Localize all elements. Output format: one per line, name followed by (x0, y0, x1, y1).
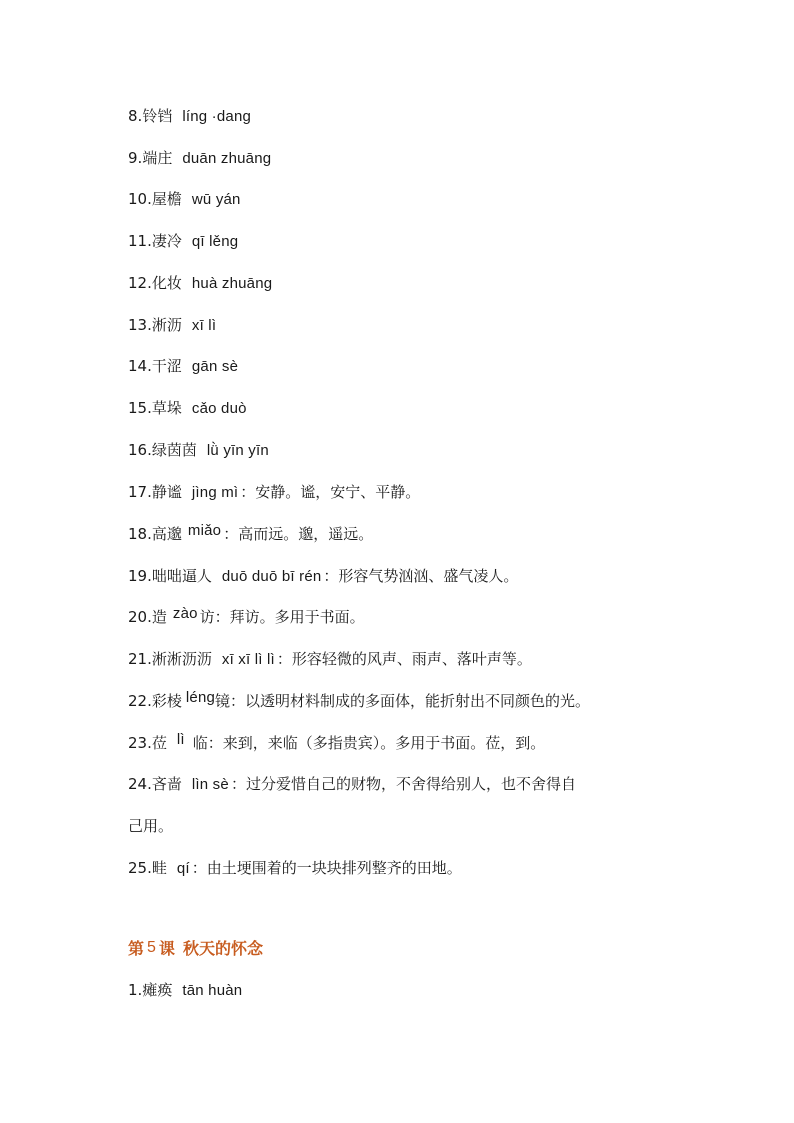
vocab-entry-14 (128, 356, 688, 377)
entry-word: 化妆 (151, 274, 182, 292)
entry-word: 畦 (151, 859, 167, 877)
entry-pinyin: lìn sè (191, 776, 229, 793)
entry-word: 吝啬 (151, 775, 182, 793)
vocab-entry-11 (128, 231, 688, 252)
entry-word: 瘫痪 (142, 981, 173, 999)
entry-word: 静谧 (151, 483, 182, 501)
entry-pinyin: miǎo (187, 522, 222, 539)
entry-word: 莅 (151, 734, 167, 752)
entry-word: 草垛 (151, 399, 182, 417)
entry-pinyin: lǜ yīn yīn (206, 442, 269, 459)
entry-number: 19. (128, 567, 152, 585)
entry-number: 15. (128, 399, 152, 417)
vocab-entry-22 (128, 691, 688, 712)
entry-definition: ：安静。谧，安宁、平静。 (240, 483, 421, 501)
entry-pinyin: líng ·dang (182, 108, 252, 125)
vocab-entry-25 (128, 858, 688, 879)
entry-definition: ：形容轻微的风声、雨声、落叶声等。 (276, 650, 532, 668)
entry-number: 23. (128, 734, 152, 752)
entry-number: 13. (128, 316, 152, 334)
entry-number: 16. (128, 441, 152, 459)
entry-word: 彩棱 (151, 692, 182, 710)
entry-word: 绿茵茵 (151, 441, 197, 459)
entry-word: 屋檐 (151, 190, 182, 208)
entry-number: 25. (128, 859, 152, 877)
entry-number: 20. (128, 608, 152, 626)
entry-number: 14. (128, 357, 152, 375)
lesson-number: 5 (147, 939, 156, 956)
entry-pinyin: zào (172, 605, 198, 622)
entry-number: 1. (128, 981, 143, 999)
entry-pinyin: léng (185, 689, 216, 706)
entry-definition: ：高而远。邈，遥远。 (223, 525, 374, 543)
entry-definition: 临：来到，来临（多指贵宾）。多用于书面。莅，到。 (192, 734, 546, 752)
entry-word: 咄咄逼人 (151, 567, 212, 585)
entry-definition: 镜：以透明材料制成的多面体，能折射出不同颜色的光。 (215, 692, 591, 710)
vocab-entry-16 (128, 440, 688, 461)
entry-word: 造 (151, 608, 167, 626)
entry-number: 11. (128, 232, 152, 250)
entry-number: 17. (128, 483, 152, 501)
entry-word: 凄冷 (151, 232, 182, 250)
entry-word: 淅淅沥沥 (151, 650, 212, 668)
entry-number: 21. (128, 650, 152, 668)
lesson-suffix: 课 (158, 939, 175, 958)
entry-word: 干涩 (151, 357, 182, 375)
vocab-entry-18 (128, 524, 688, 545)
lesson-prefix: 第 (128, 939, 145, 958)
vocab-entry-23 (128, 733, 688, 754)
entry-pinyin: cǎo duò (191, 400, 247, 417)
vocab-entry-lesson5-1 (128, 980, 688, 1001)
vocab-entry-13 (128, 315, 688, 336)
entry-pinyin: qī lěng (191, 233, 239, 250)
entry-number: 22. (128, 692, 152, 710)
entry-pinyin: lì (176, 731, 185, 748)
entry-definition: ：过分爱惜自己的财物，不舍得给别人，也不舍得自 (230, 775, 576, 793)
entry-pinyin: xī xī lì lì (221, 651, 275, 668)
vocab-entry-12 (128, 273, 688, 294)
vocab-entry-19 (128, 566, 688, 587)
entry-number: 8. (128, 107, 143, 125)
entry-pinyin: wū yán (191, 191, 241, 208)
entry-word: 铃铛 (142, 107, 173, 125)
entry-word: 端庄 (142, 149, 173, 167)
entry-definition: ：形容气势汹汹、盛气凌人。 (323, 567, 519, 585)
entry-pinyin: jìng mì (191, 484, 239, 501)
vocab-entry-17 (128, 482, 688, 503)
vocab-entry-24 (128, 774, 688, 795)
vocab-entry-15 (128, 398, 688, 419)
entry-pinyin: duō duō bī rén (221, 568, 322, 585)
vocab-entry-8 (128, 106, 688, 127)
vocab-entry-21 (128, 649, 688, 670)
entry-pinyin: huà zhuāng (191, 275, 273, 292)
entry-definition: 访：拜访。多用于书面。 (199, 608, 365, 626)
vocab-entry-10 (128, 189, 688, 210)
entry-number: 24. (128, 775, 152, 793)
entry-pinyin: duān zhuāng (182, 150, 272, 167)
entry-number: 12. (128, 274, 152, 292)
entry-pinyin: tān huàn (182, 982, 243, 999)
entry-pinyin: gān sè (191, 358, 239, 375)
lesson-title: 秋天的怀念 (182, 939, 263, 958)
lesson-heading (128, 938, 263, 961)
vocab-entry-20 (128, 607, 688, 628)
entry-number: 10. (128, 190, 152, 208)
entry-number: 9. (128, 149, 143, 167)
entry-definition: ：由土埂围着的一块块排列整齐的田地。 (191, 859, 462, 877)
entry-pinyin: xī lì (191, 317, 217, 334)
vocab-entry-9 (128, 148, 688, 169)
entry-pinyin: qí (176, 860, 190, 877)
vocab-entry-24-continuation: 己用。 (128, 817, 174, 835)
entry-word: 高邈 (151, 525, 182, 543)
entry-number: 18. (128, 525, 152, 543)
entry-word: 淅沥 (151, 316, 182, 334)
